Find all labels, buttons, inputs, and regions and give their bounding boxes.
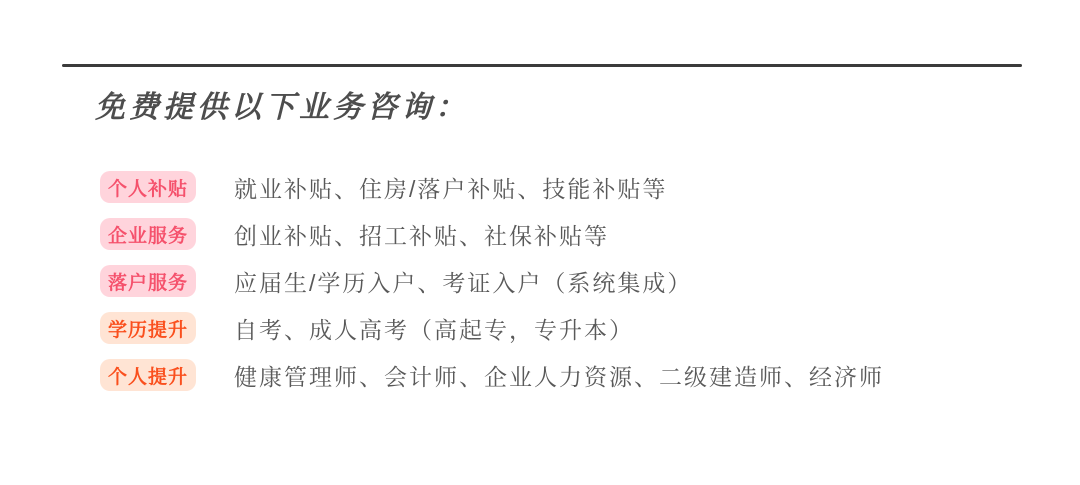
service-row: [100, 218, 1020, 250]
service-tag-badge: 学历提升: [100, 312, 196, 344]
service-tag-badge: 个人提升: [100, 359, 196, 391]
service-tag-badge: 落户服务: [100, 265, 196, 297]
service-row: [100, 265, 1020, 297]
service-list: [100, 171, 1020, 406]
service-description: 就业补贴、住房/落户补贴、技能补贴等: [234, 175, 668, 202]
service-row: [100, 312, 1020, 344]
service-description: 创业补贴、招工补贴、社保补贴等: [234, 222, 610, 249]
service-row: [100, 359, 1020, 391]
page-title: 免费提供以下业务咨询：: [95, 91, 469, 124]
service-row: [100, 171, 1020, 203]
service-tag-badge: 个人补贴: [100, 171, 196, 203]
service-description: 健康管理师、会计师、企业人力资源、二级建造师、经济师: [234, 363, 885, 390]
service-description: 应届生/学历入户、考证入户（系统集成）: [234, 269, 693, 296]
top-divider-line: [62, 64, 1022, 67]
service-tag-badge: 企业服务: [100, 218, 196, 250]
service-description: 自考、成人高考（高起专，专升本）: [234, 316, 635, 343]
